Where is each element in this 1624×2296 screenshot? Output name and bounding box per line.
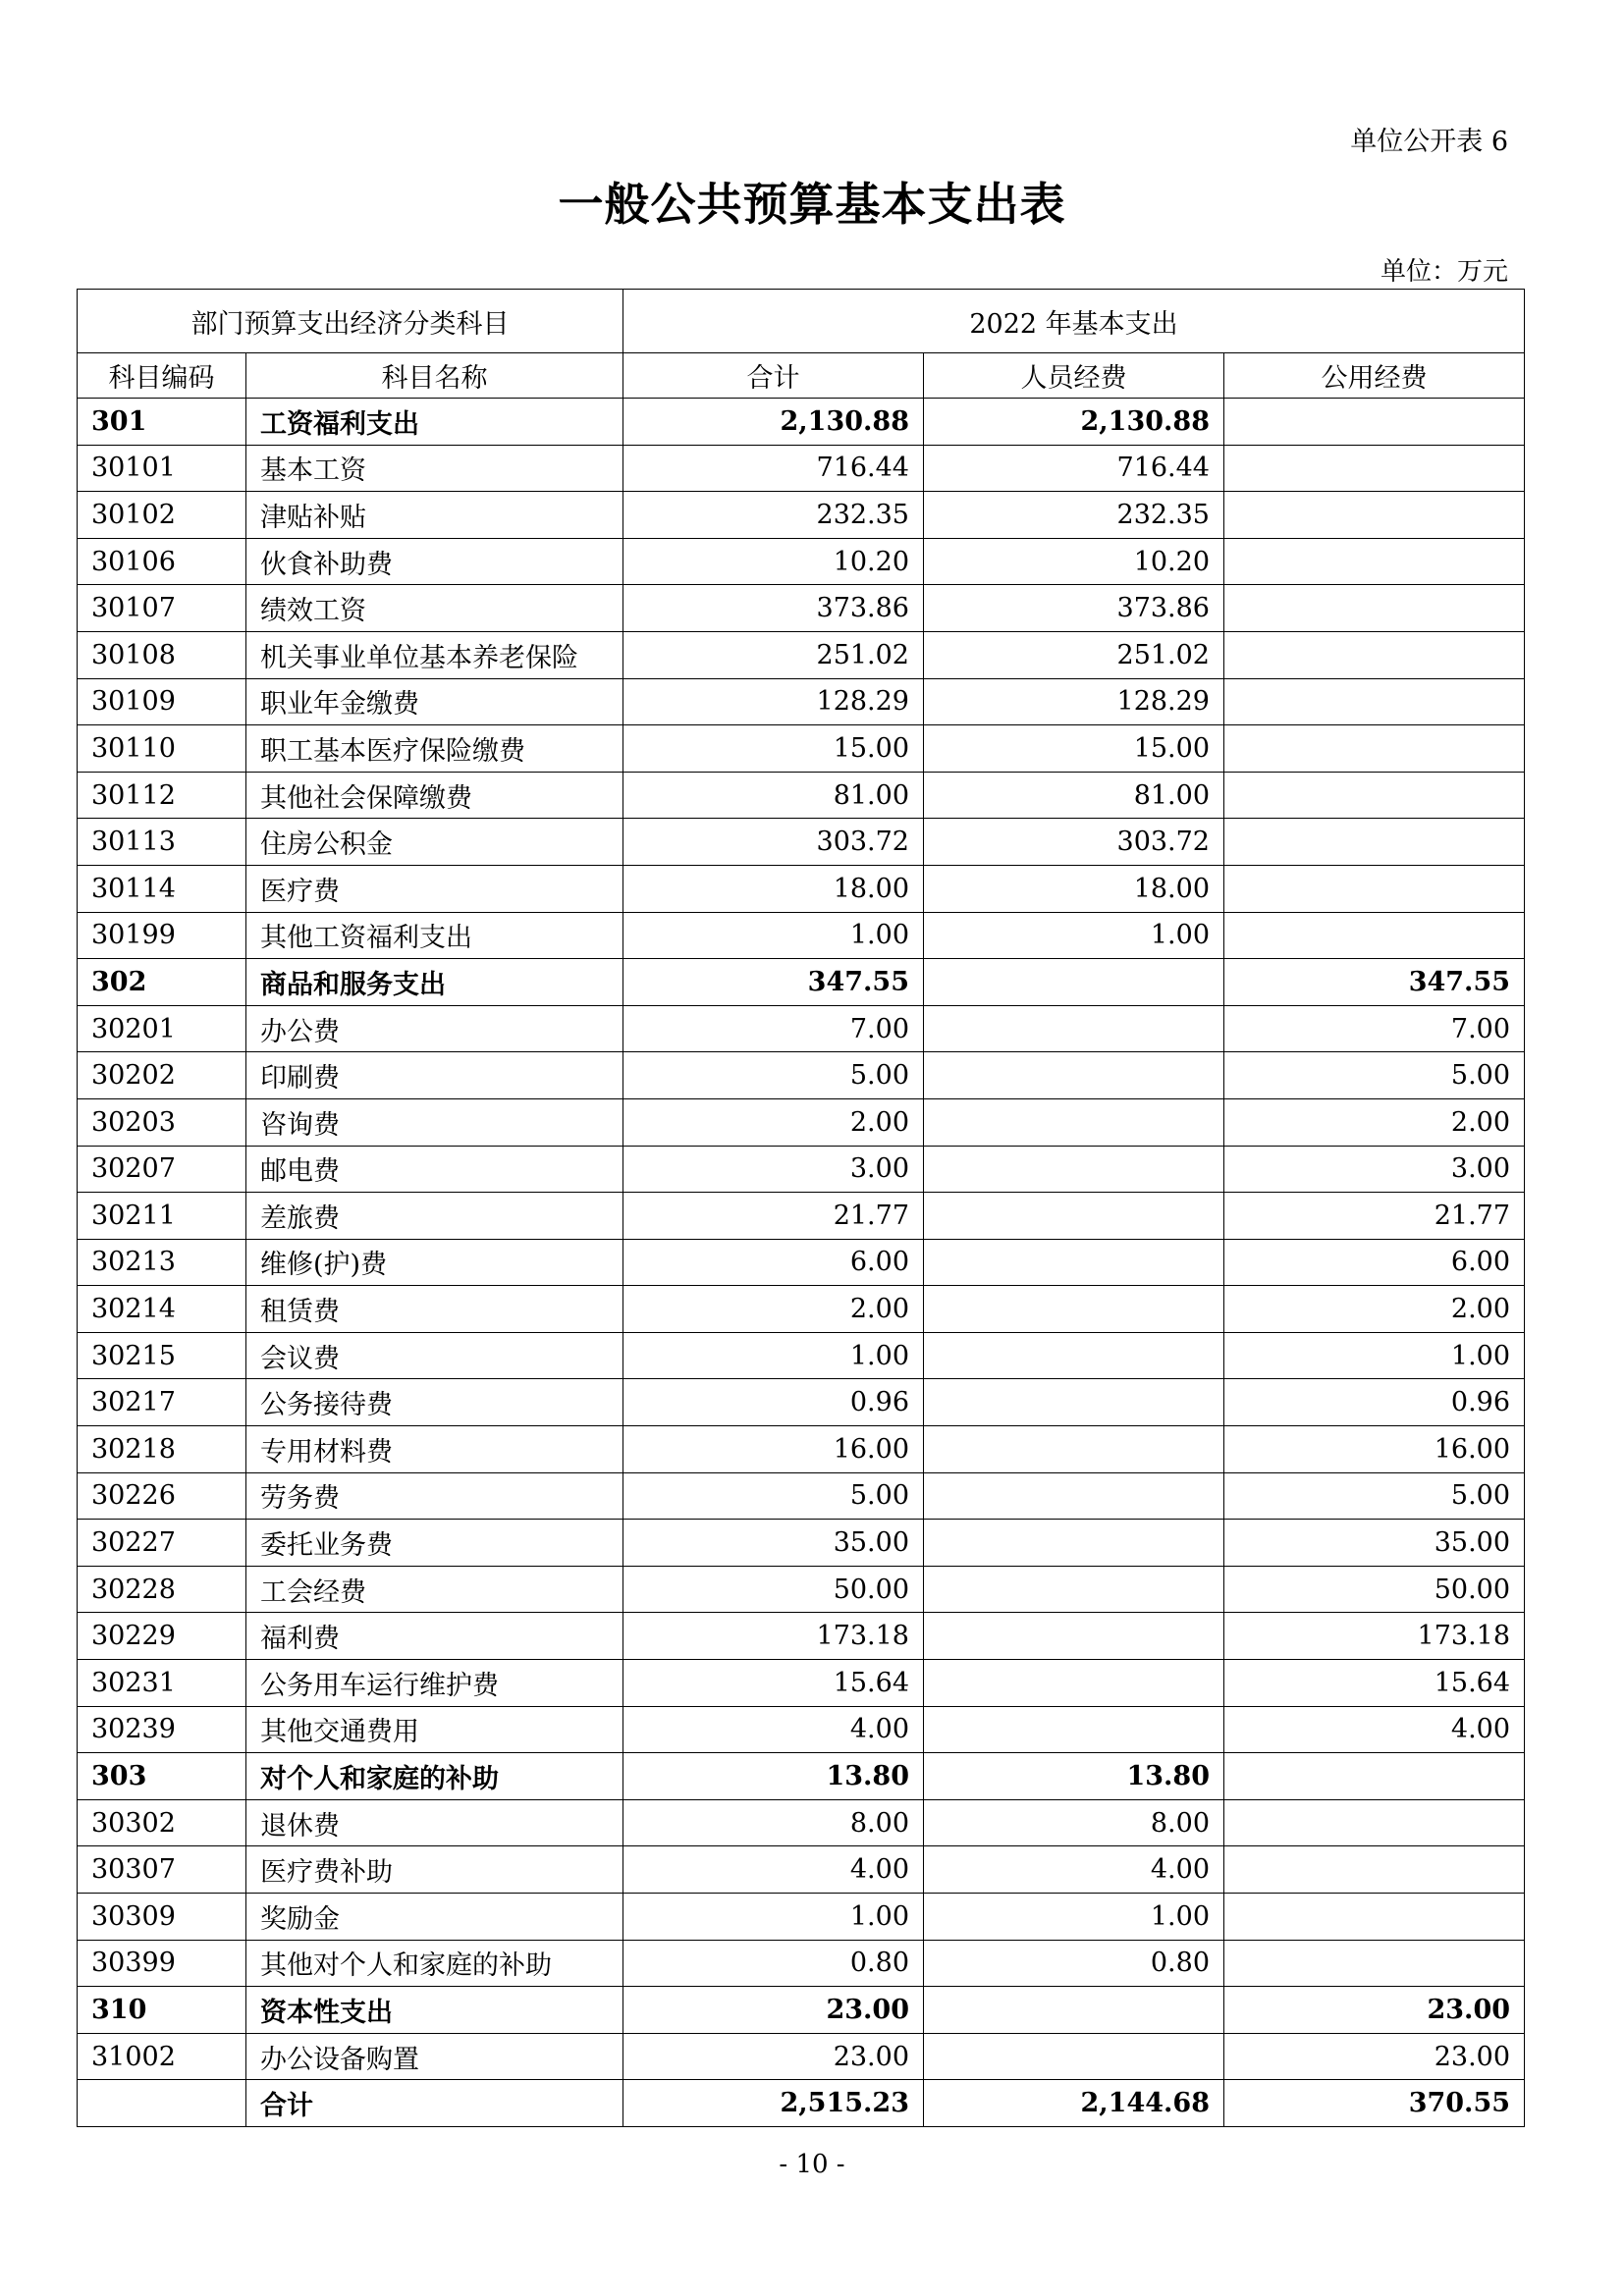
cell-total: 23.00 (623, 1987, 924, 2034)
cell-public (1224, 538, 1525, 585)
cell-public (1224, 1799, 1525, 1846)
cell-personnel (924, 1332, 1224, 1379)
cell-code: 30113 (78, 819, 246, 866)
cell-personnel: 2,130.88 (924, 399, 1224, 446)
cell-code: 30217 (78, 1379, 246, 1426)
cell-name: 办公设备购置 (246, 2033, 623, 2080)
cell-total: 10.20 (623, 538, 924, 585)
cell-total: 4.00 (623, 1846, 924, 1894)
cell-public: 1.00 (1224, 1332, 1525, 1379)
cell-public: 5.00 (1224, 1472, 1525, 1520)
table-row (78, 631, 1525, 678)
table-row (78, 1520, 1525, 1567)
table-row (78, 1193, 1525, 1240)
cell-total: 0.96 (623, 1379, 924, 1426)
cell-name: 职业年金缴费 (246, 678, 623, 725)
cell-code: 31002 (78, 2033, 246, 2080)
cell-name: 对个人和家庭的补助 (246, 1753, 623, 1800)
cell-public: 173.18 (1224, 1613, 1525, 1660)
header-personnel: 人员经费 (924, 353, 1224, 399)
cell-public: 23.00 (1224, 1987, 1525, 2034)
cell-public (1224, 445, 1525, 492)
table-row (78, 538, 1525, 585)
cell-name: 专用材料费 (246, 1426, 623, 1473)
cell-public: 3.00 (1224, 1146, 1525, 1193)
cell-name: 差旅费 (246, 1193, 623, 1240)
cell-total: 5.00 (623, 1472, 924, 1520)
cell-total: 2,515.23 (623, 2080, 924, 2127)
header-total: 合计 (623, 353, 924, 399)
cell-code: 30211 (78, 1193, 246, 1240)
cell-public: 21.77 (1224, 1193, 1525, 1240)
cell-personnel (924, 1660, 1224, 1707)
document-label: 单位公开表 6 (1350, 127, 1508, 157)
table-row (78, 1706, 1525, 1753)
cell-code: 30108 (78, 631, 246, 678)
cell-personnel (924, 1146, 1224, 1193)
cell-total: 232.35 (623, 492, 924, 539)
cell-personnel (924, 1379, 1224, 1426)
table-row (78, 1846, 1525, 1894)
cell-personnel: 1.00 (924, 912, 1224, 959)
cell-personnel: 232.35 (924, 492, 1224, 539)
cell-personnel: 303.72 (924, 819, 1224, 866)
cell-total: 716.44 (623, 445, 924, 492)
cell-name: 办公费 (246, 1005, 623, 1052)
cell-name: 奖励金 (246, 1894, 623, 1941)
header-classification-group: 部门预算支出经济分类科目 (78, 290, 623, 353)
cell-name: 公务接待费 (246, 1379, 623, 1426)
cell-code: 30213 (78, 1239, 246, 1286)
table-row (78, 585, 1525, 632)
cell-public (1224, 678, 1525, 725)
table-row (78, 1426, 1525, 1473)
table-row (78, 1894, 1525, 1941)
cell-public (1224, 585, 1525, 632)
cell-personnel (924, 1566, 1224, 1613)
table-row (78, 1146, 1525, 1193)
cell-total: 5.00 (623, 1052, 924, 1099)
cell-public: 370.55 (1224, 2080, 1525, 2127)
cell-total: 21.77 (623, 1193, 924, 1240)
cell-name: 委托业务费 (246, 1520, 623, 1567)
table-row (78, 1005, 1525, 1052)
cell-public (1224, 1753, 1525, 1800)
cell-name: 其他对个人和家庭的补助 (246, 1940, 623, 1987)
cell-public: 6.00 (1224, 1239, 1525, 1286)
cell-total: 23.00 (623, 2033, 924, 2080)
cell-personnel: 81.00 (924, 772, 1224, 819)
table-row (78, 1753, 1525, 1800)
cell-total: 173.18 (623, 1613, 924, 1660)
cell-name: 公务用车运行维护费 (246, 1660, 623, 1707)
cell-public: 35.00 (1224, 1520, 1525, 1567)
cell-personnel: 4.00 (924, 1846, 1224, 1894)
cell-code: 30228 (78, 1566, 246, 1613)
cell-code: 30399 (78, 1940, 246, 1987)
cell-code: 310 (78, 1987, 246, 2034)
cell-personnel (924, 1005, 1224, 1052)
cell-public: 23.00 (1224, 2033, 1525, 2080)
cell-personnel (924, 2033, 1224, 2080)
table-row (78, 1566, 1525, 1613)
cell-personnel (924, 1706, 1224, 1753)
cell-code: 303 (78, 1753, 246, 1800)
cell-personnel: 128.29 (924, 678, 1224, 725)
cell-name: 基本工资 (246, 445, 623, 492)
cell-name: 会议费 (246, 1332, 623, 1379)
cell-personnel: 15.00 (924, 725, 1224, 773)
cell-name: 福利费 (246, 1613, 623, 1660)
cell-personnel: 2,144.68 (924, 2080, 1224, 2127)
table-row (78, 1987, 1525, 2034)
cell-public (1224, 725, 1525, 773)
cell-public (1224, 912, 1525, 959)
table-row (78, 1660, 1525, 1707)
cell-name: 维修(护)费 (246, 1239, 623, 1286)
cell-total: 13.80 (623, 1753, 924, 1800)
cell-total: 3.00 (623, 1146, 924, 1193)
cell-public (1224, 865, 1525, 912)
cell-code: 30203 (78, 1098, 246, 1146)
cell-personnel: 1.00 (924, 1894, 1224, 1941)
cell-total: 15.00 (623, 725, 924, 773)
cell-name: 职工基本医疗保险缴费 (246, 725, 623, 773)
cell-personnel: 18.00 (924, 865, 1224, 912)
table-column-header-row (78, 353, 1525, 399)
cell-name: 其他交通费用 (246, 1706, 623, 1753)
table-row (78, 865, 1525, 912)
cell-code: 30307 (78, 1846, 246, 1894)
cell-total: 35.00 (623, 1520, 924, 1567)
header-code: 科目编码 (78, 353, 246, 399)
budget-table (77, 289, 1525, 2127)
header-year-group: 2022 年基本支出 (623, 290, 1525, 353)
cell-name: 合计 (246, 2080, 623, 2127)
cell-total: 1.00 (623, 1332, 924, 1379)
cell-code: 30112 (78, 772, 246, 819)
cell-total: 7.00 (623, 1005, 924, 1052)
table-row (78, 819, 1525, 866)
table-row (78, 2033, 1525, 2080)
cell-code: 30201 (78, 1005, 246, 1052)
header-public: 公用经费 (1224, 353, 1525, 399)
cell-name: 工资福利支出 (246, 399, 623, 446)
table-row (78, 959, 1525, 1006)
cell-public: 4.00 (1224, 1706, 1525, 1753)
page-title: 一般公共预算基本支出表 (558, 178, 1066, 231)
cell-code: 30218 (78, 1426, 246, 1473)
cell-name: 医疗费 (246, 865, 623, 912)
cell-name: 津贴补贴 (246, 492, 623, 539)
cell-public (1224, 399, 1525, 446)
cell-code: 30109 (78, 678, 246, 725)
cell-personnel (924, 1426, 1224, 1473)
cell-name: 其他工资福利支出 (246, 912, 623, 959)
cell-name: 其他社会保障缴费 (246, 772, 623, 819)
cell-public (1224, 492, 1525, 539)
cell-personnel: 373.86 (924, 585, 1224, 632)
cell-name: 租赁费 (246, 1286, 623, 1333)
cell-total: 16.00 (623, 1426, 924, 1473)
cell-public: 2.00 (1224, 1098, 1525, 1146)
cell-public: 2.00 (1224, 1286, 1525, 1333)
cell-total: 128.29 (623, 678, 924, 725)
table-row (78, 1613, 1525, 1660)
table-row (78, 2080, 1525, 2127)
table-row (78, 399, 1525, 446)
cell-code: 30102 (78, 492, 246, 539)
page-number: - 10 - (779, 2150, 845, 2179)
cell-name: 伙食补助费 (246, 538, 623, 585)
cell-total: 8.00 (623, 1799, 924, 1846)
cell-code: 30107 (78, 585, 246, 632)
cell-code: 30227 (78, 1520, 246, 1567)
cell-name: 机关事业单位基本养老保险 (246, 631, 623, 678)
table-row (78, 1052, 1525, 1099)
cell-public (1224, 631, 1525, 678)
cell-code: 301 (78, 399, 246, 446)
cell-code: 30101 (78, 445, 246, 492)
table-row (78, 1332, 1525, 1379)
table-row (78, 1940, 1525, 1987)
table-row (78, 492, 1525, 539)
table-row (78, 725, 1525, 773)
cell-code: 30114 (78, 865, 246, 912)
table-row (78, 912, 1525, 959)
cell-name: 绩效工资 (246, 585, 623, 632)
cell-personnel (924, 1286, 1224, 1333)
cell-public (1224, 1846, 1525, 1894)
table-row (78, 678, 1525, 725)
cell-total: 0.80 (623, 1940, 924, 1987)
cell-public (1224, 772, 1525, 819)
cell-personnel: 0.80 (924, 1940, 1224, 1987)
cell-name: 资本性支出 (246, 1987, 623, 2034)
cell-code: 30106 (78, 538, 246, 585)
table-row (78, 1379, 1525, 1426)
cell-personnel (924, 1239, 1224, 1286)
cell-name: 印刷费 (246, 1052, 623, 1099)
cell-total: 251.02 (623, 631, 924, 678)
cell-personnel (924, 959, 1224, 1006)
table-row (78, 445, 1525, 492)
cell-code: 30207 (78, 1146, 246, 1193)
cell-public: 347.55 (1224, 959, 1525, 1006)
cell-personnel: 8.00 (924, 1799, 1224, 1846)
cell-public: 15.64 (1224, 1660, 1525, 1707)
cell-code: 30215 (78, 1332, 246, 1379)
cell-total: 1.00 (623, 1894, 924, 1941)
cell-personnel: 10.20 (924, 538, 1224, 585)
table-row (78, 1472, 1525, 1520)
cell-personnel (924, 1987, 1224, 2034)
cell-total: 373.86 (623, 585, 924, 632)
cell-total: 15.64 (623, 1660, 924, 1707)
cell-total: 4.00 (623, 1706, 924, 1753)
cell-name: 住房公积金 (246, 819, 623, 866)
cell-personnel: 716.44 (924, 445, 1224, 492)
unit-label: 单位：万元 (1380, 257, 1508, 287)
cell-public (1224, 1940, 1525, 1987)
cell-public: 5.00 (1224, 1052, 1525, 1099)
table-row (78, 1286, 1525, 1333)
cell-total: 1.00 (623, 912, 924, 959)
table-row (78, 772, 1525, 819)
cell-personnel (924, 1098, 1224, 1146)
cell-code: 30110 (78, 725, 246, 773)
cell-code: 30309 (78, 1894, 246, 1941)
cell-personnel (924, 1472, 1224, 1520)
cell-personnel: 13.80 (924, 1753, 1224, 1800)
cell-total: 18.00 (623, 865, 924, 912)
cell-total: 50.00 (623, 1566, 924, 1613)
cell-code: 30199 (78, 912, 246, 959)
table-row (78, 1239, 1525, 1286)
cell-code (78, 2080, 246, 2127)
table-row (78, 1098, 1525, 1146)
cell-personnel (924, 1520, 1224, 1567)
cell-personnel (924, 1193, 1224, 1240)
cell-total: 81.00 (623, 772, 924, 819)
cell-code: 30214 (78, 1286, 246, 1333)
cell-public (1224, 1894, 1525, 1941)
cell-public: 0.96 (1224, 1379, 1525, 1426)
cell-total: 6.00 (623, 1239, 924, 1286)
cell-code: 30226 (78, 1472, 246, 1520)
cell-total: 2,130.88 (623, 399, 924, 446)
cell-public (1224, 819, 1525, 866)
cell-code: 30202 (78, 1052, 246, 1099)
cell-name: 退休费 (246, 1799, 623, 1846)
cell-total: 2.00 (623, 1098, 924, 1146)
cell-personnel (924, 1613, 1224, 1660)
cell-code: 30229 (78, 1613, 246, 1660)
cell-personnel (924, 1052, 1224, 1099)
cell-name: 咨询费 (246, 1098, 623, 1146)
cell-name: 劳务费 (246, 1472, 623, 1520)
table-body (78, 399, 1525, 2127)
table-row (78, 1799, 1525, 1846)
cell-total: 2.00 (623, 1286, 924, 1333)
cell-name: 医疗费补助 (246, 1846, 623, 1894)
cell-personnel: 251.02 (924, 631, 1224, 678)
cell-public: 16.00 (1224, 1426, 1525, 1473)
cell-code: 302 (78, 959, 246, 1006)
cell-total: 347.55 (623, 959, 924, 1006)
cell-name: 商品和服务支出 (246, 959, 623, 1006)
header-name: 科目名称 (246, 353, 623, 399)
cell-name: 工会经费 (246, 1566, 623, 1613)
cell-name: 邮电费 (246, 1146, 623, 1193)
table-group-header-row (78, 290, 1525, 353)
cell-code: 30231 (78, 1660, 246, 1707)
cell-code: 30239 (78, 1706, 246, 1753)
cell-public: 7.00 (1224, 1005, 1525, 1052)
cell-total: 303.72 (623, 819, 924, 866)
cell-code: 30302 (78, 1799, 246, 1846)
cell-public: 50.00 (1224, 1566, 1525, 1613)
